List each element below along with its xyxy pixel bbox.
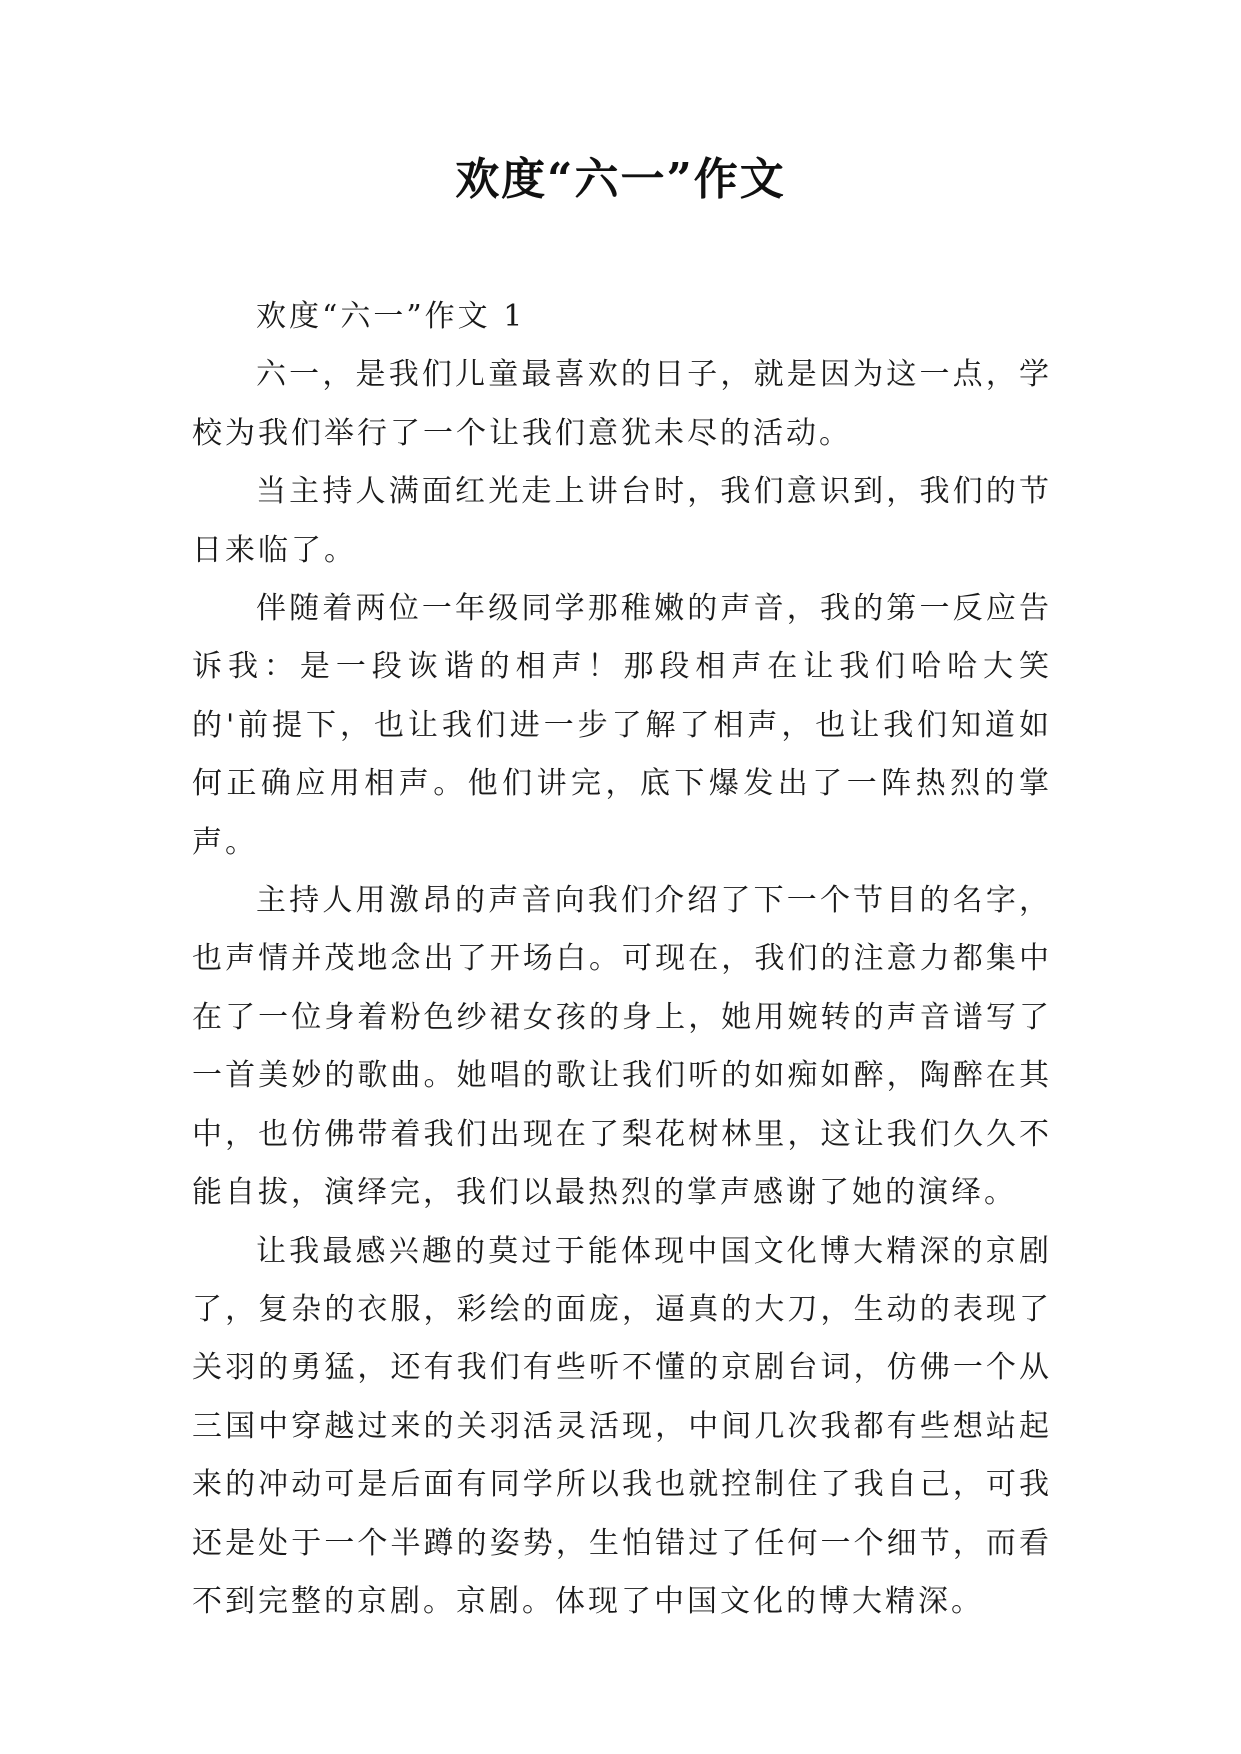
paragraph: 当主持人满面红光走上讲台时，我们意识到，我们的节日来临了。 bbox=[192, 474, 1052, 568]
paragraph: 让我最感兴趣的莫过于能体现中国文化博大精深的京剧了，复杂的衣服，彩绘的面庞，逼真的大刀，生动的表现了关羽的勇猛，还有我们有些听不懂的京剧台词，仿佛一个从三国中穿越过来的关羽活灵活现，中间几次我都有些想站起来的冲动可是后面有同学所以我也就控制住了我自己，可我还是处于一个半蹲的姿势，生怕错过了任何一个细节，而看不到完整的京剧。京剧。体现了中国文化的博大精深。 bbox=[192, 1233, 1052, 1619]
section-heading: 欢度“六一”作文 1 bbox=[256, 299, 526, 334]
document-body bbox=[192, 288, 1052, 1631]
paragraph: 伴随着两位一年级同学那稚嫩的声音，我的第一反应告诉我：是一段诙谐的相声！那段相声在让我们哈哈大笑的'前提下，也让我们进一步了解了相声，也让我们知道如何正确应用相声。他们讲完，底下爆发出了一阵热烈的掌声。 bbox=[192, 591, 1052, 860]
paragraph: 主持人用激昂的声音向我们介绍了下一个节目的名字，也声情并茂地念出了开场白。可现在，我们的注意力都集中在了一位身着粉色纱裙女孩的身上，她用婉转的声音谱写了一首美妙的歌曲。她唱的歌让我们听的如痴如醉，陶醉在其中，也仿佛带着我们出现在了梨花树林里，这让我们久久不能自拔，演绎完，我们以最热烈的掌声感谢了她的演绎。 bbox=[192, 883, 1052, 1211]
document-title: 欢度“六一”作文 bbox=[455, 154, 786, 205]
paragraph: 六一，是我们儿童最喜欢的日子，就是因为这一点，学校为我们举行了一个让我们意犹未尽的活动。 bbox=[192, 357, 1052, 451]
